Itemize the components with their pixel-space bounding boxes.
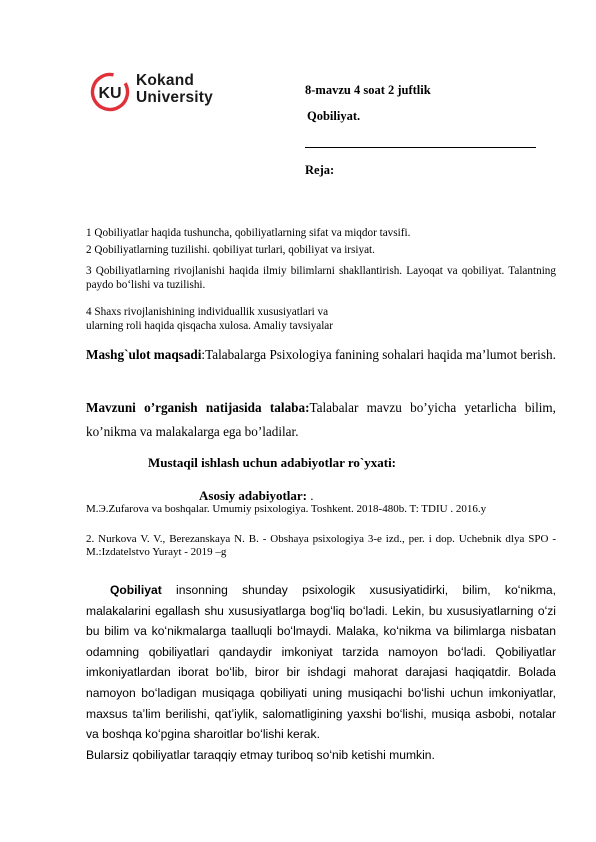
plan-item-3: 3 Qobiliyatlarning rivojlanishi haqida ilmiy bilimlarni shakllantirish. Layoqat va qobiliyat. Talantning paydo boʻlishi va tuzilishi. — [86, 265, 556, 291]
page-title: Qobiliyat. — [307, 109, 361, 123]
body-last-line: Bularsiz qobiliyatlar taraqqiy etmay turiboq soʻnib ketishi mumkin. — [86, 748, 435, 762]
body-text: insonning shunday psixologik xususiyatidirki, bilim, koʻnikma, malakalarini egallash shu xususiyatlarga bogʻliq boʻladi. Lekin, bu xususiyatlarning oʻzi bu bilim va koʻnikmalarga taalluqli boʻlmaydi. Malaka, koʻnikma va bilimlarga nisbatan odamning qobiliyatlari qandaydir imkoniyat tarzida namoyon boʻladi. Qobiliyatlar imkoniyatlardan iborat boʻlib, biror bir ishdagi mahorat darajasi haqiqatdir. Bolada namoyon boʻladigan musiqaga qobiliyati uning musiqachi boʻlishi uchun imkoniyatlar, maxsus taʼlim berilishi, qatʼiylik, salomatligining yaxshi boʻlishi, musiqa asbobi, notalar va boshqa koʻpgina sharoitlar boʻlishi kerak. — [86, 583, 556, 742]
logo-name — [136, 72, 213, 106]
logo-name-line1: Kokand — [136, 72, 195, 89]
plan-item-1: 1 Qobiliyatlar haqida tushuncha, qobiliyatlarning sifat va miqdor tavsifi. — [86, 227, 411, 239]
topic-line: 8-mavzu 4 soat 2 juftlik — [305, 83, 431, 97]
plan-item-4: 4 Shaxs rivojlanishining individuallik xususiyatlari va — [86, 306, 329, 318]
lesson-goal-label: Mashg`ulot maqsadi — [86, 347, 202, 362]
reference-1: М.Э.Zufarova va boshqalar. Umumiy psixologiya. Toshkent. 2018-480b. T: TDIU . 2016.y — [86, 503, 487, 515]
learning-outcome-text: Talabalar mavzu bo’yicha yetarlicha bilim, ko’nikma va malakalarga ega bo’ladilar. — [86, 400, 556, 439]
learning-outcome — [86, 396, 556, 444]
lesson-goal — [86, 343, 556, 367]
reference-2: 2. Nurkova V. V., Berezanskaya N. B. - Obshaya psixologiya 3-e izd., per. i dop. Uchebnik dlya SPO - M.:Izdatelstvo Yurayt - 2019 –g — [86, 533, 556, 559]
literature-subheading-suffix: . — [306, 488, 314, 503]
literature-subheading: Asosiy adabiyotlar: — [199, 488, 307, 503]
plan-item-2: 2 Qobiliyatlarning tuzilishi. qobiliyat turlari, qobiliyat va irsiyat. — [86, 244, 375, 256]
kokand-university-logo — [90, 72, 230, 112]
lesson-goal-text: :Talabalarga Psixologiya fanining sohalari haqida ma’lumot berish. — [201, 347, 556, 362]
body-lead-word: Qobiliyat — [110, 583, 162, 597]
plan-item-4-continued: ularning roli haqida qisqacha xulosa. Amaliy tavsiyalar — [86, 320, 333, 332]
ku-logo-mark-icon — [90, 72, 130, 112]
body-paragraph — [86, 580, 556, 745]
logo-mark-text: KU — [98, 85, 122, 102]
plan-label: Reja: — [305, 163, 335, 177]
learning-outcome-label: Mavzuni o’rganish natijasida talaba: — [86, 400, 310, 415]
title-underline — [305, 147, 536, 148]
logo-name-line2: University — [136, 89, 213, 106]
literature-heading: Mustaqil ishlash uchun adabiyotlar ro`yxati: — [148, 455, 397, 470]
